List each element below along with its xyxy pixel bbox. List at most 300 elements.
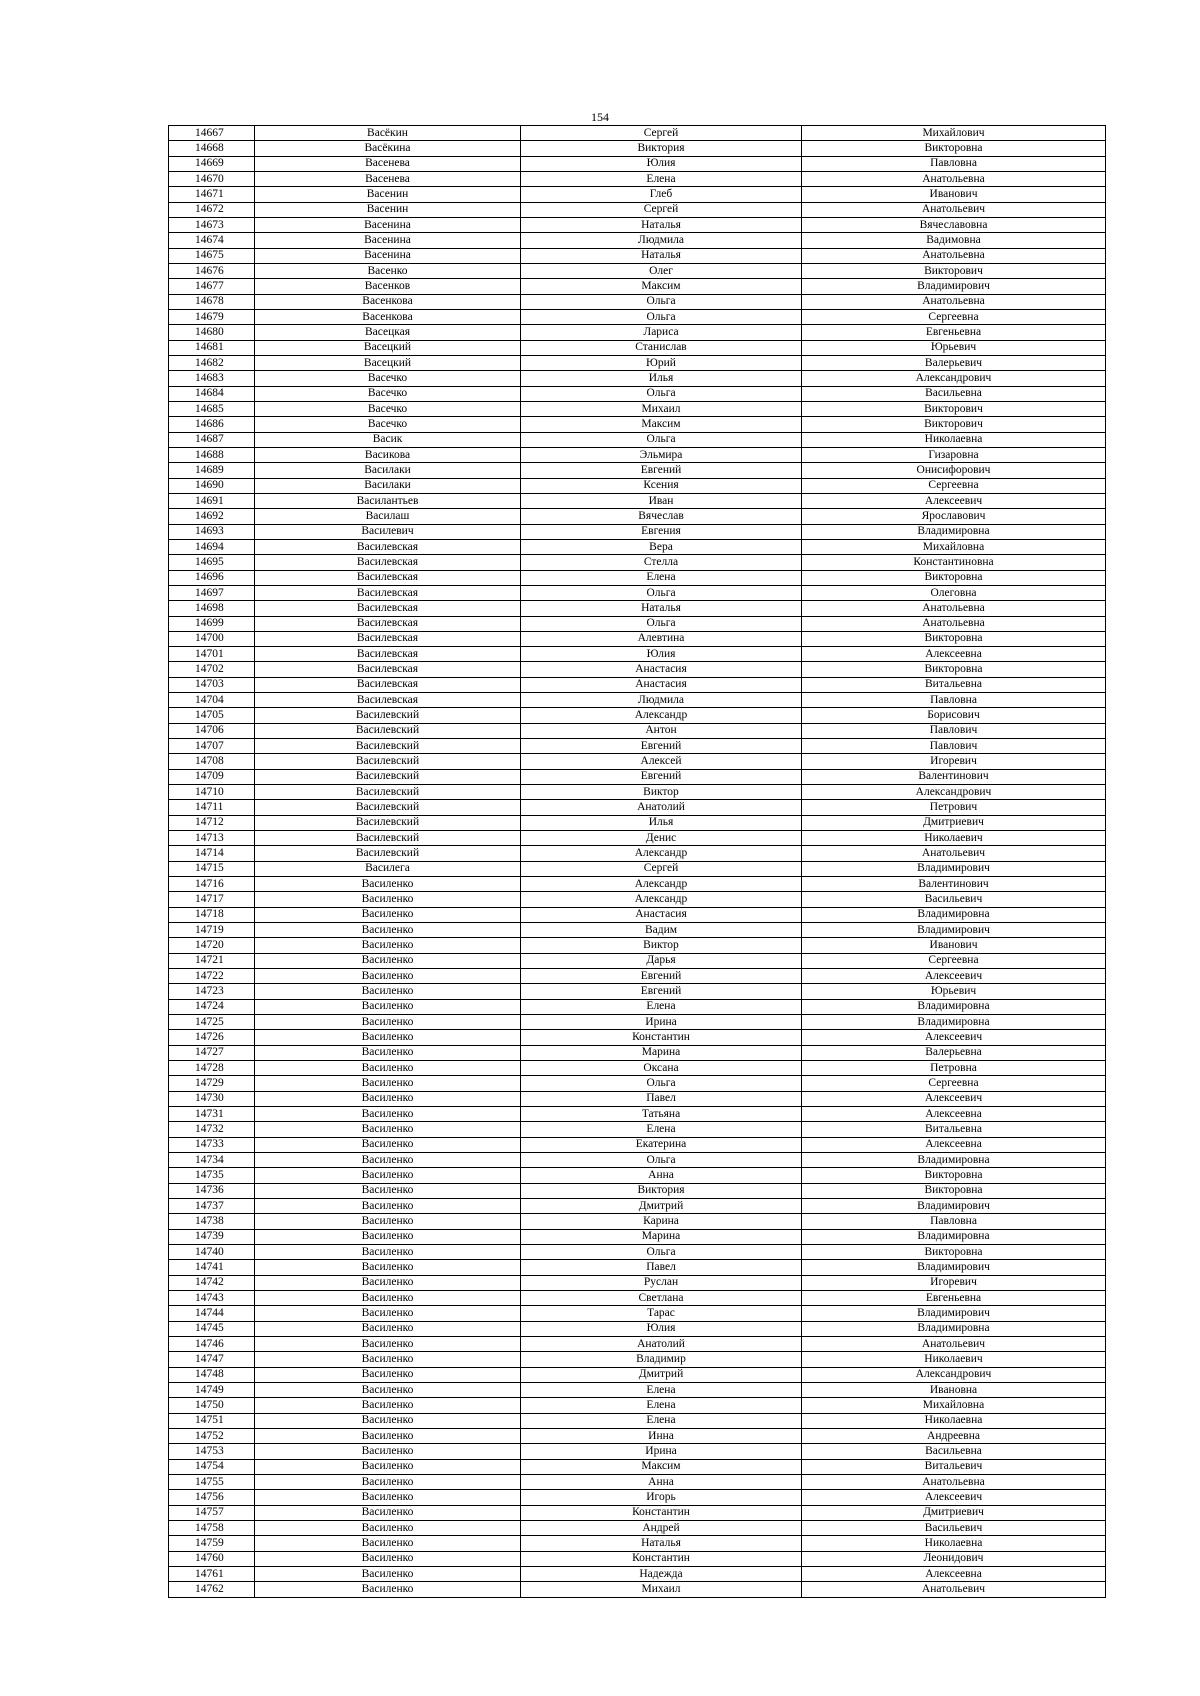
first-name-cell: Александр [521, 877, 802, 892]
patronymic-cell: Владимировна [802, 907, 1106, 922]
first-name-cell: Марина [521, 1229, 802, 1244]
surname-cell: Василевская [255, 616, 521, 631]
patronymic-cell: Алексеевна [802, 1107, 1106, 1122]
table-row [169, 126, 1106, 141]
first-name-cell: Ольга [521, 386, 802, 401]
table-row [169, 1367, 1106, 1382]
surname-cell: Василенко [255, 1091, 521, 1106]
surname-cell: Василевский [255, 785, 521, 800]
patronymic-cell: Витальевна [802, 677, 1106, 692]
patronymic-cell: Владимировна [802, 524, 1106, 539]
table-row [169, 386, 1106, 401]
record-number-cell: 14678 [169, 294, 255, 309]
record-number-cell: 14674 [169, 233, 255, 248]
first-name-cell: Константин [521, 1551, 802, 1566]
table-row [169, 1015, 1106, 1030]
record-number-cell: 14668 [169, 141, 255, 156]
first-name-cell: Эльмира [521, 447, 802, 462]
surname-cell: Васикова [255, 447, 521, 462]
surname-cell: Василантьев [255, 493, 521, 508]
patronymic-cell: Владимирович [802, 1306, 1106, 1321]
patronymic-cell: Викторовна [802, 662, 1106, 677]
surname-cell: Василенко [255, 1260, 521, 1275]
surname-cell: Василенко [255, 1352, 521, 1367]
patronymic-cell: Владимирович [802, 1260, 1106, 1275]
table-row [169, 555, 1106, 570]
first-name-cell: Максим [521, 279, 802, 294]
table-row [169, 1168, 1106, 1183]
first-name-cell: Юрий [521, 355, 802, 370]
record-number-cell: 14667 [169, 126, 255, 141]
surname-cell: Васецкая [255, 325, 521, 340]
first-name-cell: Вадим [521, 923, 802, 938]
surname-cell: Василенко [255, 1490, 521, 1505]
table-row [169, 938, 1106, 953]
patronymic-cell: Иванович [802, 187, 1106, 202]
patronymic-cell: Дмитриевич [802, 1505, 1106, 1520]
table-row [169, 156, 1106, 171]
surname-cell: Васенина [255, 217, 521, 232]
table-row [169, 1107, 1106, 1122]
record-number-cell: 14703 [169, 677, 255, 692]
table-row [169, 923, 1106, 938]
table-row [169, 478, 1106, 493]
patronymic-cell: Алексеевич [802, 1091, 1106, 1106]
first-name-cell: Стелла [521, 555, 802, 570]
first-name-cell: Анна [521, 1168, 802, 1183]
table-row [169, 1474, 1106, 1489]
surname-cell: Василенко [255, 1244, 521, 1259]
surname-cell: Василенко [255, 1290, 521, 1305]
record-number-cell: 14705 [169, 708, 255, 723]
record-number-cell: 14729 [169, 1076, 255, 1091]
patronymic-cell: Юрьевич [802, 340, 1106, 355]
record-number-cell: 14695 [169, 555, 255, 570]
patronymic-cell: Дмитриевич [802, 815, 1106, 830]
table-row [169, 1336, 1106, 1351]
table-row [169, 739, 1106, 754]
first-name-cell: Ольга [521, 309, 802, 324]
table-row [169, 861, 1106, 876]
patronymic-cell: Александрович [802, 785, 1106, 800]
surname-cell: Васенко [255, 263, 521, 278]
record-number-cell: 14757 [169, 1505, 255, 1520]
record-number-cell: 14723 [169, 984, 255, 999]
surname-cell: Васенин [255, 187, 521, 202]
surname-cell: Васецкий [255, 340, 521, 355]
first-name-cell: Анатолий [521, 800, 802, 815]
patronymic-cell: Михайловна [802, 539, 1106, 554]
record-number-cell: 14724 [169, 999, 255, 1014]
surname-cell: Василенко [255, 1398, 521, 1413]
first-name-cell: Алексей [521, 754, 802, 769]
patronymic-cell: Анатольевна [802, 616, 1106, 631]
surname-cell: Василенко [255, 1107, 521, 1122]
table-row [169, 171, 1106, 186]
table-row [169, 340, 1106, 355]
surname-cell: Василевский [255, 800, 521, 815]
first-name-cell: Дарья [521, 953, 802, 968]
record-number-cell: 14698 [169, 601, 255, 616]
surname-cell: Василенко [255, 1122, 521, 1137]
patronymic-cell: Сергеевна [802, 953, 1106, 968]
record-number-cell: 14759 [169, 1536, 255, 1551]
table-row [169, 1152, 1106, 1167]
table-row [169, 1490, 1106, 1505]
first-name-cell: Евгений [521, 463, 802, 478]
surname-cell: Василенко [255, 1306, 521, 1321]
table-row [169, 953, 1106, 968]
first-name-cell: Анастасия [521, 907, 802, 922]
surname-cell: Василенко [255, 1444, 521, 1459]
record-number-cell: 14681 [169, 340, 255, 355]
patronymic-cell: Витальевна [802, 1122, 1106, 1137]
table-row [169, 493, 1106, 508]
record-number-cell: 14738 [169, 1214, 255, 1229]
first-name-cell: Руслан [521, 1275, 802, 1290]
table-row [169, 509, 1106, 524]
patronymic-cell: Сергеевна [802, 309, 1106, 324]
record-number-cell: 14737 [169, 1198, 255, 1213]
first-name-cell: Елена [521, 1398, 802, 1413]
first-name-cell: Карина [521, 1214, 802, 1229]
surname-cell: Василенко [255, 969, 521, 984]
table-row [169, 1198, 1106, 1213]
record-number-cell: 14694 [169, 539, 255, 554]
surname-cell: Василенко [255, 1505, 521, 1520]
patronymic-cell: Анатольевич [802, 202, 1106, 217]
surname-cell: Василенко [255, 1367, 521, 1382]
patronymic-cell: Анатольевна [802, 1474, 1106, 1489]
table-row [169, 1520, 1106, 1535]
patronymic-cell: Владимировна [802, 1321, 1106, 1336]
table-row [169, 401, 1106, 416]
patronymic-cell: Евгеньевна [802, 325, 1106, 340]
table-row [169, 463, 1106, 478]
record-number-cell: 14672 [169, 202, 255, 217]
first-name-cell: Наталья [521, 1536, 802, 1551]
record-number-cell: 14748 [169, 1367, 255, 1382]
first-name-cell: Илья [521, 371, 802, 386]
register-table [168, 125, 1106, 1598]
surname-cell: Василенко [255, 1214, 521, 1229]
record-number-cell: 14733 [169, 1137, 255, 1152]
record-number-cell: 14670 [169, 171, 255, 186]
first-name-cell: Станислав [521, 340, 802, 355]
surname-cell: Василевич [255, 524, 521, 539]
surname-cell: Васенина [255, 248, 521, 263]
record-number-cell: 14725 [169, 1015, 255, 1030]
table-row [169, 785, 1106, 800]
surname-cell: Василевская [255, 585, 521, 600]
table-row [169, 1214, 1106, 1229]
surname-cell: Василаш [255, 509, 521, 524]
table-row [169, 233, 1106, 248]
patronymic-cell: Евгеньевна [802, 1290, 1106, 1305]
surname-cell: Василенко [255, 1551, 521, 1566]
first-name-cell: Александр [521, 708, 802, 723]
first-name-cell: Вячеслав [521, 509, 802, 524]
table-row [169, 432, 1106, 447]
patronymic-cell: Алексеевна [802, 1566, 1106, 1581]
first-name-cell: Глеб [521, 187, 802, 202]
patronymic-cell: Александрович [802, 1367, 1106, 1382]
patronymic-cell: Алексеевич [802, 969, 1106, 984]
table-row [169, 1444, 1106, 1459]
first-name-cell: Ольга [521, 294, 802, 309]
table-row [169, 769, 1106, 784]
surname-cell: Василенко [255, 1183, 521, 1198]
surname-cell: Васечко [255, 401, 521, 416]
patronymic-cell: Борисович [802, 708, 1106, 723]
record-number-cell: 14693 [169, 524, 255, 539]
table-row [169, 217, 1106, 232]
surname-cell: Василенко [255, 1428, 521, 1443]
patronymic-cell: Петровна [802, 1061, 1106, 1076]
table-row [169, 371, 1106, 386]
record-number-cell: 14722 [169, 969, 255, 984]
patronymic-cell: Владимирович [802, 279, 1106, 294]
patronymic-cell: Николаевич [802, 831, 1106, 846]
patronymic-cell: Анатольевич [802, 1336, 1106, 1351]
surname-cell: Василаки [255, 478, 521, 493]
record-number-cell: 14715 [169, 861, 255, 876]
table-row [169, 524, 1106, 539]
first-name-cell: Михаил [521, 1582, 802, 1597]
surname-cell: Васецкий [255, 355, 521, 370]
table-row [169, 141, 1106, 156]
patronymic-cell: Павлович [802, 739, 1106, 754]
first-name-cell: Денис [521, 831, 802, 846]
surname-cell: Василенко [255, 1198, 521, 1213]
surname-cell: Василевская [255, 693, 521, 708]
record-number-cell: 14697 [169, 585, 255, 600]
patronymic-cell: Игоревич [802, 1275, 1106, 1290]
table-row [169, 1536, 1106, 1551]
first-name-cell: Евгений [521, 739, 802, 754]
surname-cell: Василенко [255, 999, 521, 1014]
record-number-cell: 14687 [169, 432, 255, 447]
surname-cell: Василенко [255, 1045, 521, 1060]
first-name-cell: Оксана [521, 1061, 802, 1076]
first-name-cell: Игорь [521, 1490, 802, 1505]
table-row [169, 1244, 1106, 1259]
record-number-cell: 14730 [169, 1091, 255, 1106]
surname-cell: Василевский [255, 831, 521, 846]
table-row [169, 248, 1106, 263]
patronymic-cell: Васильевич [802, 892, 1106, 907]
record-number-cell: 14731 [169, 1107, 255, 1122]
surname-cell: Васенкова [255, 309, 521, 324]
record-number-cell: 14710 [169, 785, 255, 800]
table-row [169, 1076, 1106, 1091]
record-number-cell: 14692 [169, 509, 255, 524]
record-number-cell: 14691 [169, 493, 255, 508]
table-row [169, 831, 1106, 846]
surname-cell: Васечко [255, 371, 521, 386]
first-name-cell: Тарас [521, 1306, 802, 1321]
first-name-cell: Татьяна [521, 1107, 802, 1122]
first-name-cell: Марина [521, 1045, 802, 1060]
table-row [169, 907, 1106, 922]
patronymic-cell: Александрович [802, 371, 1106, 386]
surname-cell: Васенева [255, 156, 521, 171]
table-row [169, 570, 1106, 585]
surname-cell: Василевский [255, 815, 521, 830]
patronymic-cell: Владимировна [802, 1152, 1106, 1167]
table-row [169, 846, 1106, 861]
record-number-cell: 14716 [169, 877, 255, 892]
record-number-cell: 14671 [169, 187, 255, 202]
surname-cell: Василевский [255, 846, 521, 861]
surname-cell: Василенко [255, 953, 521, 968]
record-number-cell: 14734 [169, 1152, 255, 1167]
record-number-cell: 14690 [169, 478, 255, 493]
table-row [169, 1566, 1106, 1581]
patronymic-cell: Сергеевна [802, 478, 1106, 493]
first-name-cell: Сергей [521, 861, 802, 876]
record-number-cell: 14702 [169, 662, 255, 677]
surname-cell: Василенко [255, 907, 521, 922]
record-number-cell: 14675 [169, 248, 255, 263]
first-name-cell: Анатолий [521, 1336, 802, 1351]
surname-cell: Василевский [255, 769, 521, 784]
table-row [169, 1122, 1106, 1137]
surname-cell: Василенко [255, 938, 521, 953]
record-number-cell: 14747 [169, 1352, 255, 1367]
first-name-cell: Ольга [521, 1152, 802, 1167]
surname-cell: Василенко [255, 1152, 521, 1167]
table-row [169, 892, 1106, 907]
table-row [169, 1306, 1106, 1321]
table-row [169, 754, 1106, 769]
first-name-cell: Александр [521, 846, 802, 861]
record-number-cell: 14756 [169, 1490, 255, 1505]
record-number-cell: 14741 [169, 1260, 255, 1275]
patronymic-cell: Витальевич [802, 1459, 1106, 1474]
record-number-cell: 14699 [169, 616, 255, 631]
first-name-cell: Ольга [521, 1076, 802, 1091]
patronymic-cell: Константиновна [802, 555, 1106, 570]
record-number-cell: 14684 [169, 386, 255, 401]
surname-cell: Васенкова [255, 294, 521, 309]
first-name-cell: Елена [521, 570, 802, 585]
first-name-cell: Наталья [521, 601, 802, 616]
surname-cell: Василега [255, 861, 521, 876]
record-number-cell: 14754 [169, 1459, 255, 1474]
record-number-cell: 14736 [169, 1183, 255, 1198]
record-number-cell: 14676 [169, 263, 255, 278]
record-number-cell: 14726 [169, 1030, 255, 1045]
surname-cell: Василевская [255, 662, 521, 677]
first-name-cell: Людмила [521, 233, 802, 248]
record-number-cell: 14744 [169, 1306, 255, 1321]
first-name-cell: Владимир [521, 1352, 802, 1367]
patronymic-cell: Николаевич [802, 1352, 1106, 1367]
surname-cell: Василевская [255, 647, 521, 662]
record-number-cell: 14728 [169, 1061, 255, 1076]
surname-cell: Василенко [255, 1229, 521, 1244]
first-name-cell: Алевтина [521, 631, 802, 646]
patronymic-cell: Николаевна [802, 1536, 1106, 1551]
first-name-cell: Надежда [521, 1566, 802, 1581]
patronymic-cell: Викторовна [802, 1168, 1106, 1183]
surname-cell: Василенко [255, 892, 521, 907]
record-number-cell: 14669 [169, 156, 255, 171]
first-name-cell: Ирина [521, 1444, 802, 1459]
patronymic-cell: Викторович [802, 401, 1106, 416]
patronymic-cell: Владимирович [802, 861, 1106, 876]
first-name-cell: Юлия [521, 156, 802, 171]
first-name-cell: Илья [521, 815, 802, 830]
first-name-cell: Ольга [521, 616, 802, 631]
record-number-cell: 14720 [169, 938, 255, 953]
first-name-cell: Инна [521, 1428, 802, 1443]
first-name-cell: Светлана [521, 1290, 802, 1305]
patronymic-cell: Алексеевич [802, 1030, 1106, 1045]
surname-cell: Василевская [255, 677, 521, 692]
record-number-cell: 14752 [169, 1428, 255, 1443]
record-number-cell: 14677 [169, 279, 255, 294]
patronymic-cell: Алексеевич [802, 1490, 1106, 1505]
first-name-cell: Наталья [521, 217, 802, 232]
patronymic-cell: Васильевич [802, 1520, 1106, 1535]
table-row [169, 677, 1106, 692]
first-name-cell: Андрей [521, 1520, 802, 1535]
first-name-cell: Виктор [521, 785, 802, 800]
table-row [169, 1398, 1106, 1413]
patronymic-cell: Гизаровна [802, 447, 1106, 462]
record-number-cell: 14711 [169, 800, 255, 815]
record-number-cell: 14700 [169, 631, 255, 646]
table-row [169, 647, 1106, 662]
record-number-cell: 14717 [169, 892, 255, 907]
patronymic-cell: Иванович [802, 938, 1106, 953]
first-name-cell: Ольга [521, 1244, 802, 1259]
patronymic-cell: Сергеевна [802, 1076, 1106, 1091]
patronymic-cell: Ярославович [802, 509, 1106, 524]
table-row [169, 1030, 1106, 1045]
table-row [169, 325, 1106, 340]
first-name-cell: Олег [521, 263, 802, 278]
first-name-cell: Елена [521, 999, 802, 1014]
first-name-cell: Дмитрий [521, 1367, 802, 1382]
table-row [169, 693, 1106, 708]
patronymic-cell: Игоревич [802, 754, 1106, 769]
surname-cell: Василевская [255, 555, 521, 570]
record-number-cell: 14740 [169, 1244, 255, 1259]
register-body [169, 126, 1106, 1598]
surname-cell: Василенко [255, 1168, 521, 1183]
record-number-cell: 14696 [169, 570, 255, 585]
patronymic-cell: Михайлович [802, 126, 1106, 141]
patronymic-cell: Вячеславовна [802, 217, 1106, 232]
patronymic-cell: Вадимовна [802, 233, 1106, 248]
surname-cell: Васенков [255, 279, 521, 294]
patronymic-cell: Валентинович [802, 769, 1106, 784]
table-row [169, 1413, 1106, 1428]
surname-cell: Васенин [255, 202, 521, 217]
record-number-cell: 14758 [169, 1520, 255, 1535]
first-name-cell: Юлия [521, 1321, 802, 1336]
patronymic-cell: Викторовна [802, 141, 1106, 156]
first-name-cell: Максим [521, 1459, 802, 1474]
record-number-cell: 14750 [169, 1398, 255, 1413]
patronymic-cell: Викторовна [802, 1244, 1106, 1259]
surname-cell: Василевский [255, 739, 521, 754]
record-number-cell: 14686 [169, 417, 255, 432]
record-number-cell: 14701 [169, 647, 255, 662]
